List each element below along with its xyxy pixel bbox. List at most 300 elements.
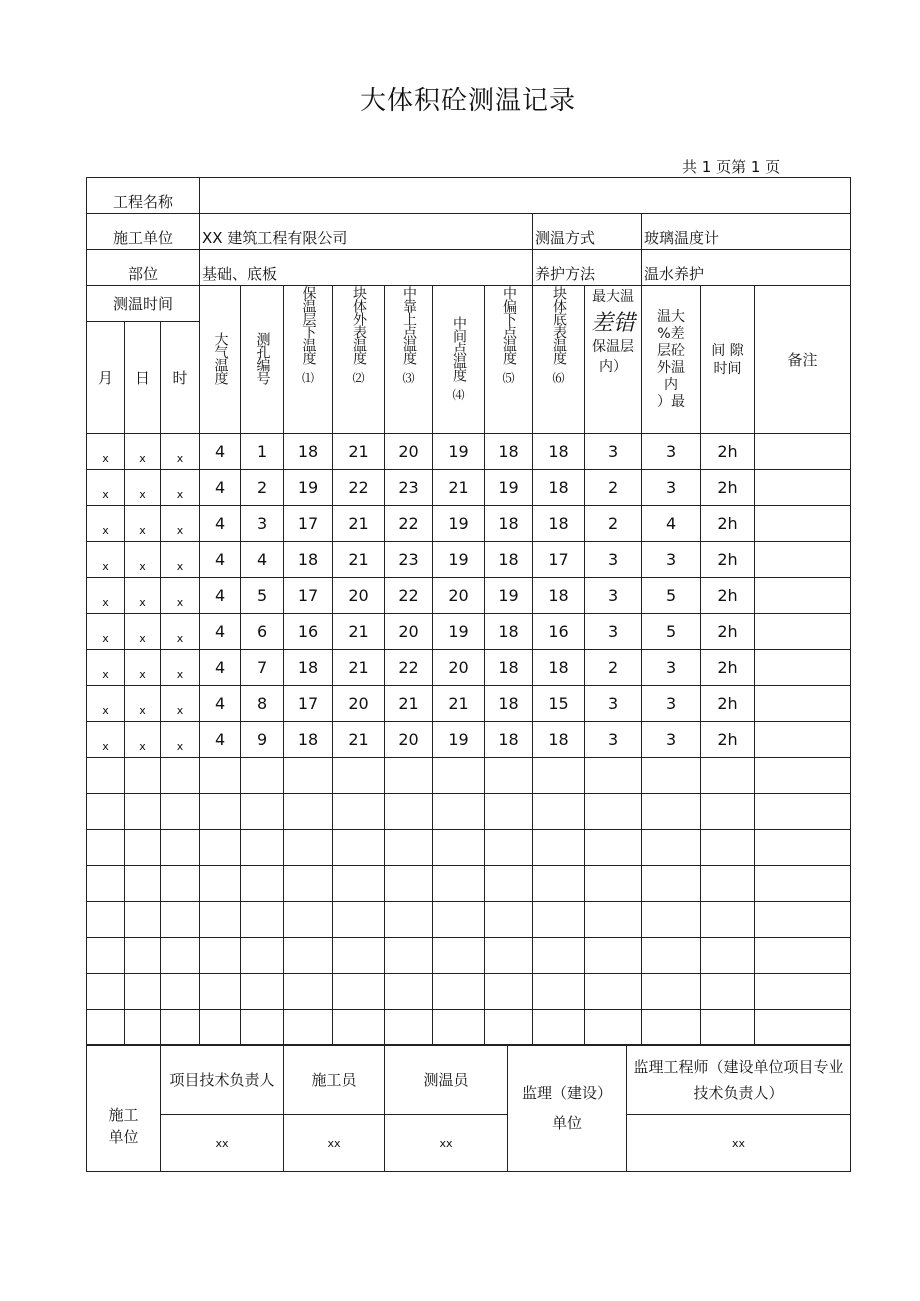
- empty-cell: [533, 866, 585, 902]
- block-surface-cell: 21: [333, 434, 385, 470]
- empty-cell: [433, 1010, 485, 1046]
- middle-point-cell: 21: [433, 470, 485, 506]
- empty-cell: [485, 902, 533, 938]
- project-name-label: 工程名称: [87, 178, 200, 214]
- hole-no-cell: 5: [241, 578, 284, 614]
- empty-cell: [485, 758, 533, 794]
- hole-no-cell: 3: [241, 506, 284, 542]
- upper-point-cell: 23: [385, 542, 433, 578]
- empty-cell: [161, 866, 200, 902]
- empty-cell: [241, 938, 284, 974]
- empty-cell: [200, 758, 241, 794]
- table-row: [87, 470, 851, 506]
- middle-point-cell: 20: [433, 578, 485, 614]
- interval-cell: 2h: [701, 614, 755, 650]
- max-diff-outer-cell: 3: [642, 434, 701, 470]
- middle-point-header: 中间点温度 ⑷: [433, 286, 485, 434]
- temp-measurer-label: 测温员: [385, 1045, 508, 1115]
- block-surface-cell: 20: [333, 686, 385, 722]
- hour-header: 时: [161, 322, 200, 434]
- empty-cell: [485, 866, 533, 902]
- max-diff-inner-cell: 2: [585, 506, 642, 542]
- empty-cell: [385, 866, 433, 902]
- measure-method-label: 测温方式: [533, 214, 642, 250]
- supervisor-engineer-label: 监理工程师（建设单位项目专业技术负责人）: [627, 1045, 851, 1115]
- hour-cell: x: [161, 614, 200, 650]
- lower-point-header: 中偏下点温度 ⑸: [485, 286, 533, 434]
- block-surface-cell: 20: [333, 578, 385, 614]
- remarks-cell: [755, 686, 851, 722]
- empty-cell: [585, 830, 642, 866]
- empty-cell: [385, 794, 433, 830]
- empty-cell: [125, 758, 161, 794]
- empty-cell: [642, 1010, 701, 1046]
- empty-cell: [87, 938, 125, 974]
- upper-point-header: 中靠上点温度 ⑶: [385, 286, 433, 434]
- month-cell: x: [87, 434, 125, 470]
- empty-cell: [241, 1010, 284, 1046]
- interval-cell: 2h: [701, 650, 755, 686]
- empty-row: [87, 758, 851, 794]
- signature-table: [86, 1044, 851, 1172]
- construction-unit-label: 施工单位: [87, 214, 200, 250]
- block-surface-cell: 21: [333, 650, 385, 686]
- max-diff-inner-cell: 2: [585, 470, 642, 506]
- hour-cell: x: [161, 650, 200, 686]
- empty-cell: [200, 902, 241, 938]
- insulation-below-cell: 17: [284, 506, 333, 542]
- insulation-below-cell: 17: [284, 578, 333, 614]
- empty-cell: [701, 1010, 755, 1046]
- lower-point-cell: 18: [485, 686, 533, 722]
- empty-cell: [642, 938, 701, 974]
- location-value: 基础、底板: [200, 250, 533, 286]
- middle-point-cell: 21: [433, 686, 485, 722]
- middle-point-cell: 19: [433, 506, 485, 542]
- interval-cell: 2h: [701, 542, 755, 578]
- measurer-signature: xx: [385, 1115, 508, 1172]
- empty-cell: [533, 938, 585, 974]
- empty-cell: [333, 938, 385, 974]
- block-bottom-cell: 18: [533, 470, 585, 506]
- empty-cell: [755, 830, 851, 866]
- construction-unit-sign-label: 施工 单位: [87, 1045, 161, 1172]
- table-row: [87, 434, 851, 470]
- empty-cell: [161, 830, 200, 866]
- project-name-value: [200, 178, 851, 214]
- middle-point-cell: 19: [433, 722, 485, 758]
- interval-cell: 2h: [701, 434, 755, 470]
- lower-point-cell: 18: [485, 650, 533, 686]
- empty-cell: [701, 794, 755, 830]
- empty-cell: [125, 902, 161, 938]
- empty-row: [87, 866, 851, 902]
- tech-lead-signature: xx: [161, 1115, 284, 1172]
- month-cell: x: [87, 614, 125, 650]
- day-cell: x: [125, 578, 161, 614]
- block-surface-cell: 21: [333, 614, 385, 650]
- max-diff-outer-cell: 3: [642, 686, 701, 722]
- empty-row: [87, 938, 851, 974]
- empty-cell: [333, 974, 385, 1010]
- air-temp-cell: 4: [200, 506, 241, 542]
- empty-row: [87, 1010, 851, 1046]
- insulation-below-cell: 18: [284, 722, 333, 758]
- max-diff-outer-cell: 3: [642, 722, 701, 758]
- air-temp-cell: 4: [200, 470, 241, 506]
- empty-cell: [87, 794, 125, 830]
- upper-point-cell: 20: [385, 614, 433, 650]
- empty-cell: [701, 938, 755, 974]
- hour-cell: x: [161, 686, 200, 722]
- empty-cell: [125, 974, 161, 1010]
- empty-cell: [284, 866, 333, 902]
- block-bottom-cell: 18: [533, 578, 585, 614]
- day-cell: x: [125, 614, 161, 650]
- empty-cell: [241, 794, 284, 830]
- empty-cell: [161, 974, 200, 1010]
- upper-point-cell: 23: [385, 470, 433, 506]
- empty-cell: [585, 902, 642, 938]
- empty-cell: [433, 902, 485, 938]
- day-header: 日: [125, 322, 161, 434]
- max-diff-inner-cell: 3: [585, 614, 642, 650]
- empty-cell: [161, 1010, 200, 1046]
- day-cell: x: [125, 434, 161, 470]
- month-cell: x: [87, 686, 125, 722]
- empty-cell: [200, 794, 241, 830]
- hole-no-cell: 1: [241, 434, 284, 470]
- air-temp-header: 大气温度: [200, 286, 241, 434]
- empty-cell: [284, 794, 333, 830]
- empty-cell: [585, 1010, 642, 1046]
- block-bottom-cell: 18: [533, 434, 585, 470]
- month-cell: x: [87, 506, 125, 542]
- empty-cell: [485, 938, 533, 974]
- empty-cell: [755, 974, 851, 1010]
- interval-cell: 2h: [701, 470, 755, 506]
- lower-point-cell: 19: [485, 578, 533, 614]
- empty-cell: [333, 1010, 385, 1046]
- empty-cell: [161, 794, 200, 830]
- construction-unit-value: XX 建筑工程有限公司: [200, 214, 533, 250]
- empty-cell: [161, 902, 200, 938]
- empty-cell: [284, 758, 333, 794]
- insulation-below-cell: 18: [284, 434, 333, 470]
- empty-cell: [241, 830, 284, 866]
- max-diff-outer-cell: 3: [642, 542, 701, 578]
- empty-cell: [125, 830, 161, 866]
- supervision-unit-label: 监理（建设） 单位: [508, 1045, 627, 1172]
- curing-method-value: 温水养护: [642, 250, 851, 286]
- middle-point-cell: 19: [433, 434, 485, 470]
- month-header: 月: [87, 322, 125, 434]
- empty-cell: [585, 866, 642, 902]
- hour-cell: x: [161, 578, 200, 614]
- middle-point-cell: 20: [433, 650, 485, 686]
- max-diff-outer-cell: 4: [642, 506, 701, 542]
- max-temp-diff-outer-header: 温大 %差 层砼 外温 内 ）最: [642, 286, 701, 434]
- empty-cell: [87, 758, 125, 794]
- block-surface-cell: 21: [333, 542, 385, 578]
- empty-cell: [200, 1010, 241, 1046]
- block-bottom-cell: 18: [533, 722, 585, 758]
- upper-point-cell: 20: [385, 722, 433, 758]
- upper-point-cell: 22: [385, 506, 433, 542]
- empty-cell: [200, 938, 241, 974]
- empty-cell: [161, 758, 200, 794]
- hour-cell: x: [161, 506, 200, 542]
- air-temp-cell: 4: [200, 650, 241, 686]
- air-temp-cell: 4: [200, 578, 241, 614]
- remarks-cell: [755, 542, 851, 578]
- max-temp-diff-inner-header: 最大温 差错 保温层内）: [585, 286, 642, 434]
- empty-row: [87, 974, 851, 1010]
- lower-point-cell: 18: [485, 542, 533, 578]
- empty-cell: [433, 938, 485, 974]
- air-temp-cell: 4: [200, 434, 241, 470]
- empty-cell: [755, 866, 851, 902]
- max-diff-outer-cell: 5: [642, 578, 701, 614]
- remarks-cell: [755, 578, 851, 614]
- block-surface-cell: 21: [333, 506, 385, 542]
- max-diff-inner-cell: 3: [585, 578, 642, 614]
- empty-cell: [200, 830, 241, 866]
- empty-cell: [284, 974, 333, 1010]
- month-cell: x: [87, 650, 125, 686]
- max-diff-inner-cell: 3: [585, 686, 642, 722]
- interval-cell: 2h: [701, 578, 755, 614]
- empty-cell: [642, 866, 701, 902]
- empty-cell: [642, 974, 701, 1010]
- remarks-cell: [755, 434, 851, 470]
- empty-cell: [433, 866, 485, 902]
- upper-point-cell: 20: [385, 434, 433, 470]
- empty-cell: [701, 902, 755, 938]
- lower-point-cell: 18: [485, 722, 533, 758]
- empty-cell: [485, 830, 533, 866]
- table-row: [87, 614, 851, 650]
- empty-cell: [87, 830, 125, 866]
- page-count: 共 1 页第 1 页: [682, 158, 781, 176]
- empty-cell: [385, 830, 433, 866]
- empty-row: [87, 830, 851, 866]
- empty-cell: [701, 974, 755, 1010]
- empty-cell: [87, 974, 125, 1010]
- empty-cell: [200, 866, 241, 902]
- air-temp-cell: 4: [200, 542, 241, 578]
- document-title: 大体积砼测温记录: [359, 86, 576, 116]
- empty-cell: [333, 758, 385, 794]
- hole-no-cell: 4: [241, 542, 284, 578]
- empty-cell: [284, 902, 333, 938]
- hour-cell: x: [161, 722, 200, 758]
- empty-cell: [533, 974, 585, 1010]
- remarks-cell: [755, 506, 851, 542]
- empty-cell: [642, 758, 701, 794]
- empty-cell: [87, 902, 125, 938]
- empty-cell: [642, 794, 701, 830]
- table-row: [87, 506, 851, 542]
- empty-cell: [200, 974, 241, 1010]
- empty-cell: [284, 1010, 333, 1046]
- table-row: [87, 650, 851, 686]
- empty-cell: [533, 1010, 585, 1046]
- lower-point-cell: 18: [485, 506, 533, 542]
- empty-cell: [385, 758, 433, 794]
- air-temp-cell: 4: [200, 686, 241, 722]
- empty-cell: [385, 902, 433, 938]
- hole-no-header: 测孔编号: [241, 286, 284, 434]
- empty-cell: [485, 974, 533, 1010]
- empty-cell: [241, 866, 284, 902]
- table-row: [87, 542, 851, 578]
- air-temp-cell: 4: [200, 614, 241, 650]
- empty-cell: [125, 1010, 161, 1046]
- day-cell: x: [125, 650, 161, 686]
- day-cell: x: [125, 686, 161, 722]
- max-diff-inner-cell: 3: [585, 542, 642, 578]
- interval-cell: 2h: [701, 722, 755, 758]
- hole-no-cell: 8: [241, 686, 284, 722]
- hole-no-cell: 6: [241, 614, 284, 650]
- upper-point-cell: 21: [385, 686, 433, 722]
- insulation-below-cell: 18: [284, 650, 333, 686]
- empty-cell: [433, 758, 485, 794]
- empty-cell: [333, 794, 385, 830]
- empty-cell: [585, 794, 642, 830]
- empty-cell: [87, 866, 125, 902]
- empty-cell: [533, 794, 585, 830]
- lower-point-cell: 18: [485, 434, 533, 470]
- block-bottom-cell: 18: [533, 506, 585, 542]
- empty-row: [87, 794, 851, 830]
- empty-cell: [642, 830, 701, 866]
- middle-point-cell: 19: [433, 614, 485, 650]
- empty-cell: [433, 794, 485, 830]
- max-diff-inner-cell: 2: [585, 650, 642, 686]
- empty-cell: [755, 902, 851, 938]
- empty-cell: [701, 830, 755, 866]
- empty-cell: [284, 830, 333, 866]
- lower-point-cell: 18: [485, 614, 533, 650]
- block-bottom-cell: 15: [533, 686, 585, 722]
- block-surface-cell: 22: [333, 470, 385, 506]
- empty-cell: [485, 794, 533, 830]
- hole-no-cell: 9: [241, 722, 284, 758]
- temperature-record-table: [86, 177, 851, 1046]
- day-cell: x: [125, 470, 161, 506]
- upper-point-cell: 22: [385, 650, 433, 686]
- empty-cell: [701, 758, 755, 794]
- empty-cell: [585, 758, 642, 794]
- empty-cell: [385, 938, 433, 974]
- lower-point-cell: 19: [485, 470, 533, 506]
- month-cell: x: [87, 542, 125, 578]
- builder-label: 施工员: [284, 1045, 385, 1115]
- empty-cell: [433, 830, 485, 866]
- hour-cell: x: [161, 542, 200, 578]
- middle-point-cell: 19: [433, 542, 485, 578]
- empty-cell: [385, 1010, 433, 1046]
- curing-method-label: 养护方法: [533, 250, 642, 286]
- builder-signature: xx: [284, 1115, 385, 1172]
- empty-cell: [585, 974, 642, 1010]
- max-diff-outer-cell: 3: [642, 470, 701, 506]
- month-cell: x: [87, 722, 125, 758]
- hole-no-cell: 7: [241, 650, 284, 686]
- day-cell: x: [125, 542, 161, 578]
- table-row: [87, 578, 851, 614]
- upper-point-cell: 22: [385, 578, 433, 614]
- empty-cell: [755, 938, 851, 974]
- block-surface-header: 块体外表温度 ⑵: [333, 286, 385, 434]
- interval-time-header: 间 隙 时间: [701, 286, 755, 434]
- empty-cell: [125, 794, 161, 830]
- empty-cell: [585, 938, 642, 974]
- remarks-cell: [755, 722, 851, 758]
- interval-cell: 2h: [701, 506, 755, 542]
- remarks-header: 备注: [755, 286, 851, 434]
- max-diff-outer-cell: 5: [642, 614, 701, 650]
- hole-no-cell: 2: [241, 470, 284, 506]
- empty-cell: [642, 902, 701, 938]
- remarks-cell: [755, 650, 851, 686]
- measure-time-label: 测温时间: [87, 286, 200, 322]
- day-cell: x: [125, 506, 161, 542]
- table-row: [87, 722, 851, 758]
- remarks-cell: [755, 614, 851, 650]
- empty-cell: [533, 830, 585, 866]
- empty-cell: [333, 902, 385, 938]
- remarks-cell: [755, 470, 851, 506]
- empty-cell: [161, 938, 200, 974]
- block-surface-cell: 21: [333, 722, 385, 758]
- insulation-below-cell: 19: [284, 470, 333, 506]
- month-cell: x: [87, 578, 125, 614]
- max-diff-inner-cell: 3: [585, 434, 642, 470]
- empty-cell: [241, 758, 284, 794]
- interval-cell: 2h: [701, 686, 755, 722]
- insulation-below-cell: 16: [284, 614, 333, 650]
- empty-cell: [87, 1010, 125, 1046]
- empty-cell: [241, 974, 284, 1010]
- block-bottom-cell: 18: [533, 650, 585, 686]
- measure-method-value: 玻璃温度计: [642, 214, 851, 250]
- max-diff-inner-cell: 3: [585, 722, 642, 758]
- empty-cell: [385, 974, 433, 1010]
- empty-cell: [333, 866, 385, 902]
- hour-cell: x: [161, 470, 200, 506]
- block-bottom-cell: 17: [533, 542, 585, 578]
- empty-cell: [125, 938, 161, 974]
- empty-cell: [755, 1010, 851, 1046]
- empty-cell: [533, 902, 585, 938]
- empty-cell: [755, 758, 851, 794]
- empty-cell: [533, 758, 585, 794]
- empty-cell: [284, 938, 333, 974]
- empty-cell: [433, 974, 485, 1010]
- day-cell: x: [125, 722, 161, 758]
- empty-cell: [125, 866, 161, 902]
- empty-cell: [241, 902, 284, 938]
- month-cell: x: [87, 470, 125, 506]
- location-label: 部位: [87, 250, 200, 286]
- tech-lead-label: 项目技术负责人: [161, 1045, 284, 1115]
- max-diff-outer-cell: 3: [642, 650, 701, 686]
- empty-row: [87, 902, 851, 938]
- empty-cell: [333, 830, 385, 866]
